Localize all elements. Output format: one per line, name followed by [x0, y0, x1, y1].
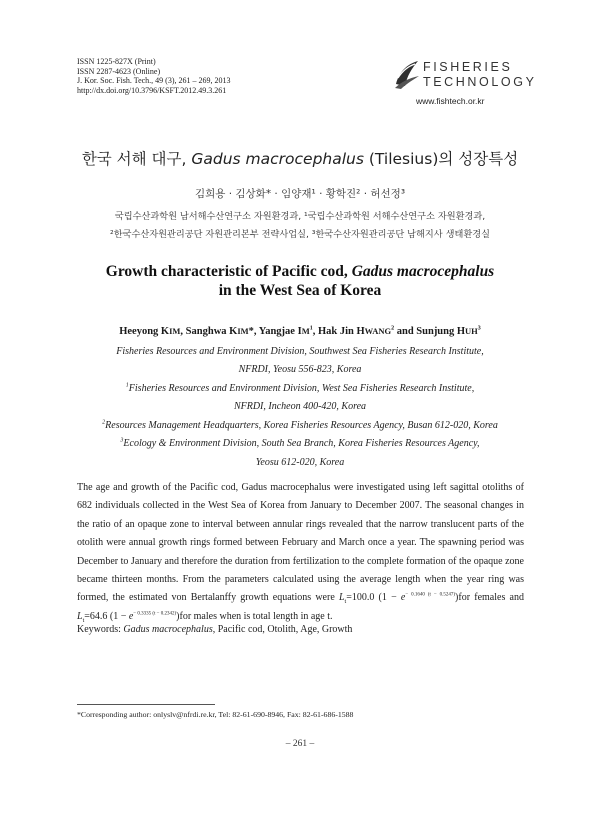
korean-title — [0, 147, 600, 169]
affiliation-text: NFRDI, Yeosu 556-823, Korea — [238, 364, 362, 375]
equation-subscript: t — [82, 617, 85, 624]
keywords — [77, 624, 352, 635]
affiliation-text: NFRDI, Incheon 400-420, Korea — [233, 401, 367, 412]
author-separator: , — [180, 326, 186, 337]
abstract — [77, 479, 524, 626]
corresponding-mark: * — [248, 326, 254, 337]
author-surname-rest: WANG — [364, 326, 392, 336]
korean-authors: 김희용 · 김상화* · 임양재¹ · 황학진² · 허선정³ — [194, 188, 406, 200]
abstract-text: females and — [474, 592, 524, 604]
keywords-label: Keywords: — [77, 624, 124, 635]
equation-text: =64.6 (1 − — [84, 610, 129, 622]
author-surname-rest: IM — [169, 326, 181, 336]
english-affiliation-line — [0, 346, 600, 357]
korean-title-species: Gadus macrocephalus — [191, 150, 364, 168]
equation-exponent: − 0.1640 (t − 0.5247) — [405, 593, 456, 599]
english-title-species: Gadus macrocephalus — [351, 263, 495, 280]
affiliation-mark: 1 — [125, 382, 129, 389]
equation-text: )for — [455, 592, 471, 604]
equation-subscript: t — [344, 599, 347, 606]
affiliation-mark: 3 — [120, 437, 124, 444]
equation-exponent: − 0.3335 (t − 0.2342) — [133, 611, 177, 617]
footnote-divider — [77, 704, 215, 705]
corresponding-author-footnote: *Corresponding author: onlyslv@nfrdi.re.kr, Tel: 82-61-690-8946, Fax: 82-61-686-1588 — [77, 710, 354, 719]
author-name: Yangjae I — [258, 326, 302, 337]
issn-print: ISSN 1225-827X (Print) — [77, 57, 156, 66]
author-surname-rest: UH — [465, 326, 478, 336]
journal-header-info — [77, 57, 231, 95]
equation-text: )for males when is total length in age t. — [176, 610, 333, 622]
author-name: Sanghwa K — [185, 326, 238, 337]
korean-affiliation-line: 국립수산과학원 남서해수산연구소 자원환경과, ¹국립수산과학원 서해수산연구소 자원환경과, — [114, 211, 486, 222]
english-affiliation-line — [0, 457, 600, 468]
equation-variable: e — [128, 610, 134, 622]
keywords-list: , Pacific cod, Otolith, Age, Growth — [212, 624, 353, 635]
equation-text: =100.0 (1 − — [346, 592, 401, 604]
korean-title-post: (Tilesius)의 성장특성 — [363, 150, 519, 168]
abstract-body: The age and growth of the Pacific cod, Gadus macrocephalus were investigated using left sagittal otoliths of 682 individuals collected in the West Sea of Korea from January to December 2007. The seasonal changes in the ratio of an opaque zone to interval between annular rings revealed that the narrow translucent parts of the otolith were annual growth rings formed between February and March once a year. The spawning period was December to January and therefore the duration from fertilization to the complete formation of the opaque zone became thirteen months. From the parameters calculated using the average length when the year ring was formed, the estimated von Bertalanffy growth equations were — [77, 482, 524, 604]
affiliation-text: Ecology & Environment Division, South Sea Branch, Korea Fisheries Resources Agency, — [123, 438, 480, 449]
english-affiliation-line — [0, 401, 600, 412]
affiliation-text: Resources Management Headquarters, Korea Fisheries Resources Agency, Busan 612-020, Korea — [105, 420, 498, 431]
korean-title-pre: 한국 서해 대구, — [81, 150, 192, 168]
journal-citation: J. Kor. Soc. Fish. Tech., 49 (3), 261 – 269, 2013 — [77, 76, 231, 86]
affiliation-mark: 2 — [102, 419, 106, 426]
korean-affiliation-line: ²한국수산자원관리공단 자원관리본부 전략사업실, ³한국수산자원관리공단 남해지사 생태환경실 — [110, 229, 490, 240]
author-separator: , — [312, 326, 318, 337]
issn-online: ISSN 2287-4623 (Online) — [77, 66, 161, 76]
english-title-text: Growth characteristic of Pacific cod, — [105, 263, 352, 280]
logo-fisheries: FISHERIES — [423, 60, 513, 74]
equation-variable: e — [400, 592, 406, 604]
author-surname-rest: IM — [237, 326, 249, 336]
english-title — [0, 262, 600, 300]
equation-variable: L — [77, 610, 83, 622]
english-authors — [0, 326, 600, 337]
keyword-species: Gadus macrocephalus — [123, 624, 213, 635]
affiliation-text: Yeosu 612-020, Korea — [255, 457, 345, 468]
author-affiliation-mark: 2 — [391, 325, 395, 332]
logo-technology: TECHNOLOGY — [423, 75, 537, 89]
author-affiliation-mark: 3 — [477, 325, 481, 332]
journal-website-link[interactable]: www.fishtech.or.kr — [416, 96, 485, 106]
fish-logo-icon — [393, 58, 421, 90]
author-name: Sunjung H — [416, 326, 466, 337]
author-name: Hak Jin H — [317, 326, 365, 337]
doi-link[interactable]: http://dx.doi.org/10.3796/KSFT.2012.49.3.261 — [77, 85, 227, 95]
english-affiliation-line — [0, 364, 600, 375]
affiliation-text: Fisheries Resources and Environment Division, West Sea Fisheries Research Institute, — [128, 383, 475, 394]
author-affiliation-mark: 1 — [309, 325, 313, 332]
english-title-line2: in the West Sea of Korea — [218, 282, 382, 299]
english-affiliation-line — [0, 420, 600, 431]
english-affiliation-line — [0, 383, 600, 394]
author-separator: , — [253, 326, 259, 337]
english-affiliation-line — [0, 438, 600, 449]
author-surname-rest: M — [301, 326, 310, 336]
page-number: – 261 – — [285, 739, 315, 749]
author-separator: and — [394, 326, 417, 337]
equation-variable: L — [338, 592, 345, 604]
author-name: Heeyong K — [119, 326, 170, 337]
english-title-line1 — [0, 262, 600, 281]
affiliation-text: Fisheries Resources and Environment Division, Southwest Sea Fisheries Research Institute, — [116, 346, 484, 357]
